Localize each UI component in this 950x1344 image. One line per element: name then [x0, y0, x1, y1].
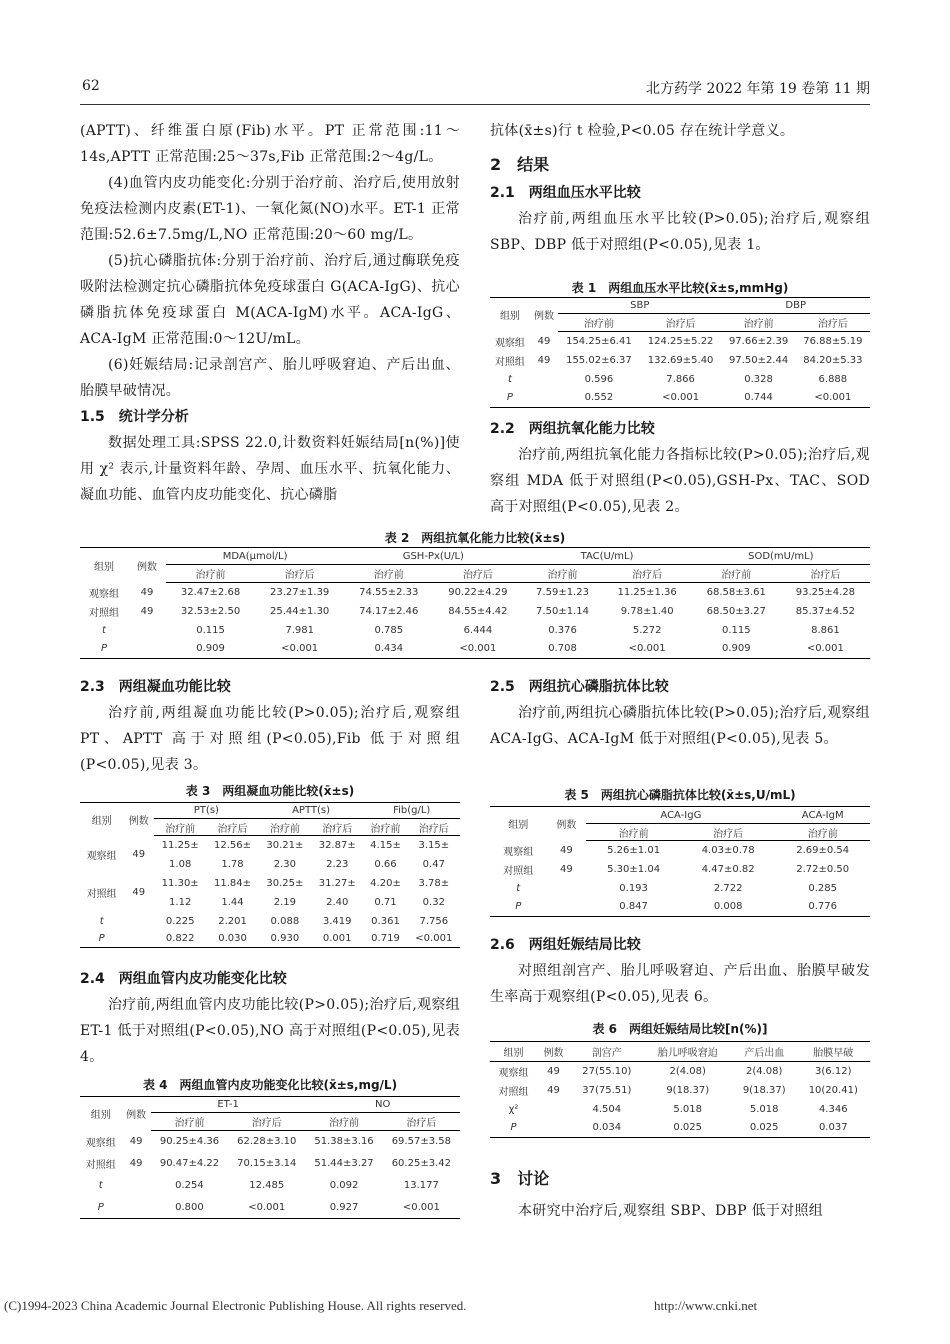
cell: 9(18.37) [742, 1084, 786, 1096]
col-header: MDA(μmol/L) [166, 548, 344, 565]
table1 [490, 297, 870, 408]
cell: 0.552 [558, 389, 640, 408]
row-label: 对照组 [86, 889, 117, 900]
header-rule [80, 104, 870, 105]
cell: 49 [560, 863, 573, 875]
row-label: 对照组 [89, 607, 119, 619]
sub-header: 治疗前 [151, 1113, 228, 1131]
table-row [490, 370, 870, 389]
cell: 2.69±0.54 [796, 844, 850, 856]
table2-caption: 表 2 两组抗氧化能力比较(x̄±s) [384, 531, 566, 545]
table-row [490, 879, 870, 898]
sub-header: 治疗前 [586, 824, 681, 841]
table6 [490, 1041, 870, 1138]
cell: 0.115 [196, 624, 225, 636]
col-header: ET-1 [151, 1097, 306, 1113]
col-header: 组别 [490, 807, 546, 841]
paragraph: (4)血管内皮功能变化:分别于治疗前、治疗后,使用放射免疫法检测内皮素(ET-1)、一氧化氮(NO)水平。ET-1 正常范围:52.6±7.5mg/L,NO 正常范围:20～60 mg/L。 [80, 175, 460, 243]
sub-header: 治疗后 [383, 1113, 460, 1131]
sub-header: 治疗前 [305, 1113, 382, 1131]
cell: <0.001 [603, 640, 692, 659]
cell: 0.32 [422, 896, 445, 908]
section-2-3 [80, 674, 460, 778]
sub-header: 治疗前 [154, 819, 206, 836]
cell: 84.20±5.33 [803, 354, 863, 366]
table-row [490, 898, 870, 917]
cell: 49 [140, 605, 154, 617]
cell: <0.001 [781, 640, 870, 659]
section-heading: 2.3 两组凝血功能比较 [80, 679, 231, 695]
row-label: 观察组 [86, 851, 117, 862]
col-header: GSH-Px(U/L) [344, 548, 522, 565]
cell: 90.25±4.36 [159, 1136, 220, 1148]
cell: 0.115 [721, 624, 751, 636]
table-row [80, 583, 870, 602]
sub-header: 治疗前 [775, 824, 870, 841]
table-row [80, 836, 460, 855]
cell: 0.719 [363, 931, 407, 948]
table-row [80, 621, 870, 640]
cell: 3.78± [418, 877, 450, 889]
page-number: 62 [82, 78, 100, 94]
section-heading: 1.5 统计学分析 [80, 409, 189, 425]
cell: 97.66±2.39 [728, 335, 789, 347]
cell: 4.15± [370, 839, 401, 851]
copyright-notice: (C)1994-2023 China Academic Journal Electronic Publishing House. All rights reserved. [4, 1298, 467, 1313]
cell: 8.861 [811, 624, 840, 636]
cell: 49 [129, 1158, 143, 1169]
row-label: t [102, 624, 106, 636]
sub-header: 治疗前 [259, 819, 311, 836]
cell: 68.50±3.27 [706, 605, 766, 617]
col-header: 例数 [128, 548, 166, 583]
table-row [80, 640, 870, 659]
paragraph: 治疗前,两组凝血功能比较(P>0.05);治疗后,观察组 PT、APTT 高于对照组(P<0.05),Fib 低于对照组(P<0.05),见表 3。 [80, 705, 460, 773]
cell: 84.55±4.42 [448, 605, 508, 617]
sub-header: 治疗后 [228, 1113, 305, 1131]
cell: 90.22±4.29 [448, 586, 508, 598]
cell: 5.018 [749, 1103, 779, 1115]
sub-header: 治疗前 [558, 314, 640, 332]
cell: 6.888 [818, 373, 848, 385]
cell: 4.03±0.78 [701, 844, 755, 856]
cell: 11.30± [161, 877, 199, 889]
section-2-2 [490, 416, 870, 520]
row-label: 观察组 [89, 588, 119, 600]
cell: 0.776 [775, 898, 870, 917]
sub-header: 治疗前 [344, 565, 433, 583]
cell: 2.40 [326, 896, 349, 908]
cell: 7.59±1.23 [536, 586, 589, 598]
table-row [80, 874, 460, 893]
cell: 155.02±6.37 [566, 354, 632, 366]
paragraph: (6)妊娠结局:记录剖宫产、胎儿呼吸窘迫、产后出血、胎膜早破情况。 [80, 357, 460, 399]
section-heading: 2.6 两组妊娠结局比较 [490, 937, 641, 953]
cell: <0.001 [433, 640, 522, 659]
sub-header: 治疗后 [603, 565, 692, 583]
cell: 7.981 [285, 624, 314, 636]
cell: 0.785 [374, 624, 404, 636]
cell: 1.08 [169, 858, 192, 870]
cell: 0.927 [305, 1197, 382, 1219]
paragraph: 本研究中治疗后,观察组 SBP、DBP 低于对照组 [518, 1203, 824, 1219]
cell: 1.78 [221, 858, 244, 870]
col-header: Fib(g/L) [363, 803, 460, 819]
cell: 30.25± [266, 877, 304, 889]
col-header: NO [305, 1097, 460, 1113]
col-header: 胎儿呼吸窘迫 [644, 1042, 732, 1062]
cell: 0.909 [692, 640, 781, 659]
table3 [80, 802, 460, 948]
cell: 93.25±4.28 [795, 586, 856, 598]
cell: 0.930 [259, 931, 311, 948]
row-label: P [490, 1119, 537, 1138]
sub-header: 治疗后 [640, 314, 722, 332]
row-label: 观察组 [498, 1067, 529, 1079]
cell: 0.328 [744, 373, 773, 385]
row-label: 观察组 [494, 337, 525, 349]
section-heading: 2 结果 [490, 155, 550, 174]
cell: 0.193 [619, 882, 648, 894]
cell: 0.025 [732, 1119, 797, 1138]
sub-header: 治疗后 [311, 819, 363, 836]
row-label: P [80, 640, 128, 659]
row-label: P [490, 389, 530, 408]
cell: 0.092 [329, 1180, 359, 1191]
table-row [80, 602, 870, 621]
section-3 [490, 1164, 870, 1224]
table-row [80, 912, 460, 931]
cell: 0.596 [584, 373, 614, 385]
sub-header: 治疗后 [433, 565, 522, 583]
section-2-4 [80, 966, 460, 1070]
cell: 1.12 [169, 896, 192, 908]
table-row [80, 931, 460, 948]
cell: 0.71 [374, 896, 397, 908]
col-header: SOD(mU/mL) [692, 548, 870, 565]
cell: 2(4.08) [746, 1065, 783, 1077]
cell: 124.25±5.22 [647, 335, 714, 347]
col-header: 例数 [537, 1042, 570, 1062]
cell: 0.744 [721, 389, 795, 408]
cell: 11.25± [161, 839, 199, 851]
cell: 32.87± [318, 839, 356, 851]
sub-header: 治疗前 [721, 314, 795, 332]
col-header: 产后出血 [732, 1042, 797, 1062]
cell: <0.001 [255, 640, 344, 659]
cell: 132.69±5.40 [647, 354, 714, 366]
cell: 49 [547, 1065, 560, 1077]
left-column-text [80, 118, 460, 508]
cell: 0.47 [422, 858, 445, 870]
cell: 90.47±4.22 [159, 1158, 220, 1169]
sub-header: 治疗后 [681, 824, 776, 841]
cell: 25.44±1.30 [270, 605, 330, 617]
cell: 2.201 [218, 915, 247, 927]
table-row [490, 389, 870, 408]
cell: 74.17±2.46 [359, 605, 419, 617]
cell: <0.001 [796, 389, 870, 408]
cell: 49 [132, 887, 146, 898]
col-header: 组别 [80, 548, 128, 583]
cell: 3.419 [322, 915, 352, 927]
cell: 49 [547, 1084, 560, 1096]
section-heading: 2.1 两组血压水平比较 [490, 185, 641, 201]
table-row [490, 1119, 870, 1138]
cell: 0.254 [175, 1180, 204, 1191]
sub-header: 治疗后 [255, 565, 344, 583]
row-label: P [80, 931, 123, 948]
col-header: 例数 [122, 1097, 151, 1131]
table2 [80, 547, 870, 659]
cell: <0.001 [408, 931, 460, 948]
col-header: 组别 [490, 298, 530, 332]
cell: <0.001 [228, 1197, 305, 1219]
cell: 7.50±1.14 [536, 605, 589, 617]
cell: 5.26±1.01 [607, 844, 661, 856]
table-row [80, 1197, 460, 1219]
cell: 4.504 [592, 1103, 622, 1115]
cell: 27(55.10) [582, 1065, 632, 1077]
row-label: t [516, 882, 521, 894]
cell: 0.822 [154, 931, 206, 948]
cell: 85.37±4.52 [795, 605, 856, 617]
cell: 69.57±3.58 [391, 1136, 451, 1148]
cell: 0.088 [270, 915, 300, 927]
cell: 4.47±0.82 [701, 863, 755, 875]
cell: 2.30 [273, 858, 296, 870]
col-header: APTT(s) [259, 803, 364, 819]
paragraph: 抗体(x̄±s)行 t 检验,P<0.05 存在统计学意义。 [490, 123, 795, 139]
table3-caption: 表 3 两组凝血功能比较(x̄±s) [185, 784, 355, 798]
row-label: P [490, 898, 546, 917]
cell: 11.84± [214, 877, 252, 889]
cell: 2.19 [273, 896, 296, 908]
section-heading: 2.5 两组抗心磷脂抗体比较 [490, 679, 669, 695]
col-header: 组别 [80, 803, 123, 836]
cell: 3.15± [418, 839, 450, 851]
cell: 0.909 [166, 640, 255, 659]
row-label: t [98, 1180, 103, 1191]
cell: 2.722 [713, 882, 743, 894]
table-row [490, 332, 870, 351]
row-label: t [507, 373, 512, 385]
cell: 0.025 [644, 1119, 732, 1138]
cell: 32.47±2.68 [180, 586, 241, 598]
cell: 0.008 [681, 898, 776, 917]
row-label: 对照组 [503, 865, 534, 877]
cell: 49 [537, 354, 551, 366]
sub-header: 治疗前 [522, 565, 602, 583]
table-row [490, 351, 870, 370]
cell: 0.800 [151, 1197, 228, 1219]
col-header: 组别 [80, 1097, 122, 1131]
cell: 2.72±0.50 [796, 863, 850, 875]
cell: 5.30±1.04 [607, 863, 661, 875]
col-header: 剖宫产 [570, 1042, 643, 1062]
cell: 2.23 [326, 858, 349, 870]
cell: 76.88±5.19 [803, 335, 863, 347]
cell: 9.78±1.40 [620, 605, 674, 617]
col-header: 例数 [123, 803, 154, 836]
cell: 0.225 [165, 915, 195, 927]
cell: 0.847 [586, 898, 681, 917]
journal-title: 北方药学 2022 年第 19 卷第 11 期 [646, 81, 870, 97]
table1-caption: 表 1 两组血压水平比较(x̄±s,mmHg) [571, 281, 789, 295]
cell: 154.25±6.41 [566, 335, 632, 347]
cell: 5.272 [632, 624, 662, 636]
sub-header: 治疗后 [781, 565, 870, 583]
sub-header: 治疗后 [206, 819, 258, 836]
cell: 37(75.51) [582, 1084, 632, 1096]
cell: <0.001 [383, 1197, 460, 1219]
cell: 0.037 [797, 1119, 870, 1138]
paragraph: 治疗前,两组血压水平比较(P>0.05);治疗后,观察组 SBP、DBP 低于对照组(P<0.05),见表 1。 [490, 211, 870, 253]
cell: 70.15±3.14 [237, 1158, 297, 1169]
cell: 49 [537, 335, 551, 347]
table-row [490, 841, 870, 860]
col-header: ACA-IgM [775, 807, 870, 824]
cell: 12.485 [249, 1180, 285, 1191]
table6-caption: 表 6 两组妊娠结局比较[n(%)] [592, 1022, 768, 1036]
paragraph: 治疗前,两组抗氧化能力各指标比较(P>0.05);治疗后,观察组 MDA 低于对照组(P<0.05),GSH-Px、TAC、SOD 高于对照组(P<0.05),见表 2。 [490, 447, 870, 515]
cnki-link[interactable]: http://www.cnki.net [654, 1298, 758, 1313]
table5-caption: 表 5 两组抗心磷脂抗体比较(x̄±s,U/mL) [564, 788, 796, 802]
cell: 49 [560, 844, 573, 856]
cell: 7.866 [666, 373, 695, 385]
cell: 60.25±3.42 [391, 1158, 451, 1169]
cell: 10(20.41) [808, 1084, 858, 1096]
cell: 0.361 [371, 915, 400, 927]
section-heading: 2.2 两组抗氧化能力比较 [490, 421, 655, 437]
cell: 0.376 [548, 624, 577, 636]
cell: 68.58±3.61 [706, 586, 766, 598]
cell: 9(18.37) [666, 1084, 710, 1096]
cell: 23.27±1.39 [270, 586, 330, 598]
col-header: 胎膜早破 [797, 1042, 870, 1062]
cell: 6.444 [463, 624, 493, 636]
row-label: t [99, 915, 104, 927]
sub-header: 治疗前 [166, 565, 255, 583]
cell: 32.53±2.50 [180, 605, 241, 617]
cell: 2(4.08) [669, 1065, 706, 1077]
cell: 51.38±3.16 [314, 1136, 374, 1148]
paragraph: 数据处理工具:SPSS 22.0,计数资料妊娠结局[n(%)]使用 χ² 表示,计量资料年龄、孕周、血压水平、抗氧化能力、凝血功能、血管内皮功能变化、抗心磷脂 [80, 435, 460, 503]
col-header: TAC(U/mL) [522, 548, 691, 565]
row-label: P [80, 1197, 122, 1219]
cell: 62.28±3.10 [237, 1136, 297, 1148]
col-header: 组别 [490, 1042, 537, 1062]
row-label: 观察组 [85, 1138, 116, 1149]
cell: 3(6.12) [815, 1065, 852, 1077]
cell: 13.177 [403, 1180, 439, 1191]
cell: 11.25±1.36 [617, 586, 677, 598]
cell: 4.346 [818, 1103, 848, 1115]
sub-header: 治疗前 [692, 565, 781, 583]
sub-header: 治疗前 [363, 819, 407, 836]
cell: 97.50±2.44 [728, 354, 789, 366]
paragraph: 对照组剖宫产、胎儿呼吸窘迫、产后出血、胎膜早破发生率高于观察组(P<0.05),见表 6。 [490, 963, 870, 1005]
col-header: SBP [558, 298, 721, 314]
cell: 7.756 [419, 915, 449, 927]
cell: 0.708 [522, 640, 602, 659]
col-header: DBP [721, 298, 870, 314]
cell: 51.44±3.27 [314, 1158, 374, 1169]
col-header: 例数 [530, 298, 558, 332]
row-label: χ² [508, 1103, 519, 1115]
cell: 5.018 [673, 1103, 703, 1115]
paragraph: (5)抗心磷脂抗体:分别于治疗前、治疗后,通过酶联免疫吸附法检测定抗心磷脂抗体免疫球蛋白 G(ACA-IgG)、抗心磷脂抗体免疫球蛋白 M(ACA-IgM)水平。ACA-IgG、ACA-IgM 正常范围:0～12U/mL。 [80, 253, 460, 347]
table-row [80, 1175, 460, 1197]
cell: 12.56± [214, 839, 252, 851]
cell: 0.034 [570, 1119, 643, 1138]
row-label: 观察组 [503, 846, 534, 858]
table-row [80, 1131, 460, 1153]
row-label: 对照组 [494, 356, 525, 368]
cell: 49 [140, 586, 154, 598]
cell: 4.20± [370, 877, 401, 889]
table-row [490, 1062, 870, 1081]
cell: <0.001 [640, 389, 722, 408]
right-column-text [490, 118, 870, 258]
cell: 1.44 [221, 896, 244, 908]
table-row [490, 860, 870, 879]
cell: 31.27± [318, 877, 356, 889]
paragraph: 治疗前,两组抗心磷脂抗体比较(P>0.05);治疗后,观察组 ACA-IgG、ACA-IgM 低于对照组(P<0.05),见表 5。 [490, 705, 870, 747]
cell: 49 [129, 1136, 143, 1147]
section-heading: 3 讨论 [490, 1169, 550, 1188]
col-header: 例数 [546, 807, 586, 841]
col-header: PT(s) [154, 803, 259, 819]
row-label: 对照组 [498, 1086, 529, 1098]
col-header: ACA-IgG [586, 807, 775, 824]
sub-header: 治疗后 [796, 314, 870, 332]
cell: 30.21± [266, 839, 304, 851]
paragraph: 治疗前,两组血管内皮功能比较(P>0.05);治疗后,观察组 ET-1 低于对照组(P<0.05),NO 高于对照组(P<0.05),见表 4。 [80, 997, 460, 1065]
cell: 0.434 [344, 640, 433, 659]
table-row [490, 1081, 870, 1100]
cell: 74.55±2.33 [359, 586, 419, 598]
table-row [80, 1153, 460, 1175]
section-2-6 [490, 932, 870, 1010]
table4 [80, 1096, 460, 1219]
sub-header: 治疗后 [408, 819, 460, 836]
cell: 0.66 [374, 858, 397, 870]
cell: 0.030 [206, 931, 258, 948]
cell: 0.001 [311, 931, 363, 948]
table5 [490, 806, 870, 917]
cell: 49 [132, 849, 146, 860]
cell: 0.285 [808, 882, 838, 894]
section-heading: 2.4 两组血管内皮功能变化比较 [80, 971, 287, 987]
paragraph: (APTT)、纤维蛋白原(Fib)水平。PT 正常范围:11～14s,APTT 正常范围:25～37s,Fib 正常范围:2～4g/L。 [80, 123, 460, 165]
row-label: 对照组 [85, 1160, 116, 1171]
section-2-5 [490, 674, 870, 752]
table4-caption: 表 4 两组血管内皮功能变化比较(x̄±s,mg/L) [142, 1078, 398, 1092]
table-row [490, 1100, 870, 1119]
